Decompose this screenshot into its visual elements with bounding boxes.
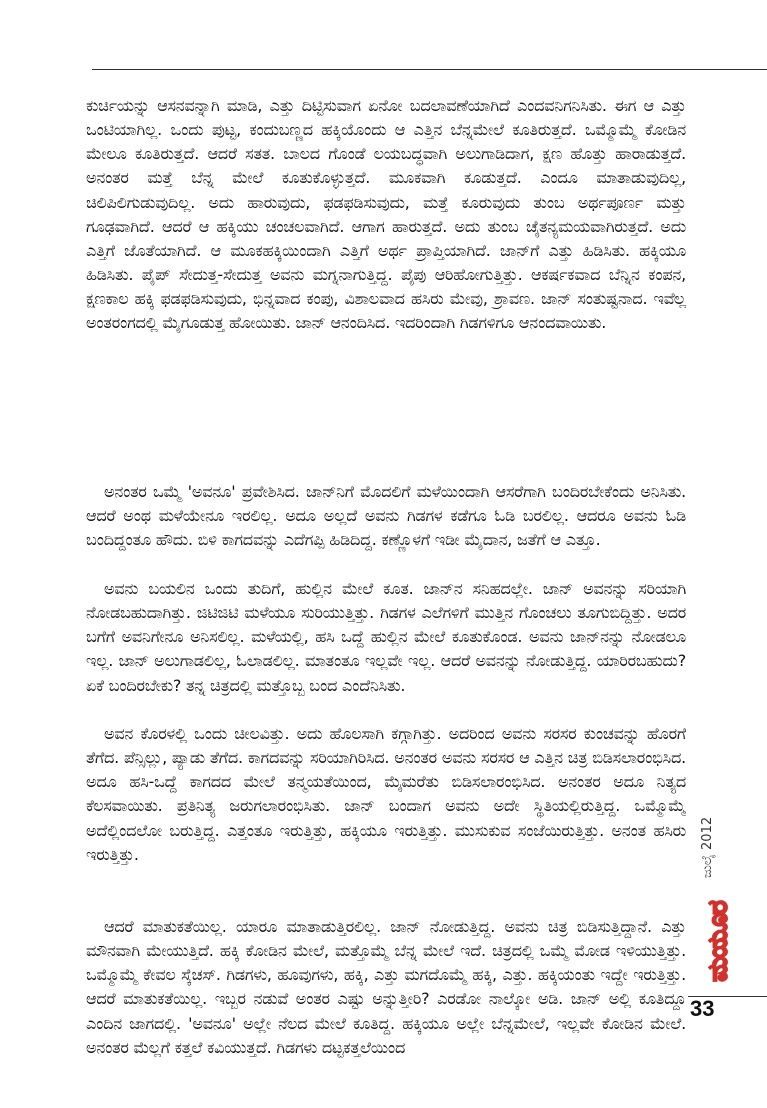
paragraph-5: ಆದರೆ ಮಾತುಕತೆಯಿಲ್ಲ. ಯಾರೂ ಮಾತಾಡುತ್ತಿರಲಿಲ್ಲ. ಜಾನ್ ನೋಡುತ್ತಿದ್ದ. ಅವನು ಚಿತ್ರ ಬಿಡಿಸುತ್ತಿದ್ದಾನೆ. ಎತ್ತು ಮೌನವಾಗಿ ಮೇಯುತ್ತಿದೆ. ಹಕ್ಕಿ ಕೋಡಿನ ಮೇಲೆ, ಮತ್ತೊಮ್ಮೆ ಬೆನ್ನ ಮೇಲೆ ಇದೆ. ಚಿತ್ರದಲ್ಲಿ ಒಮ್ಮೆ ಮೋಡ ಇಳಿಯುತ್ತಿತ್ತು. ಒಮ್ಮೊಮ್ಮೆ ಕೇವಲ ಸ್ಕೆಚಸ್. ಗಿಡಗಳು, ಹೂವುಗಳು, ಹಕ್ಕಿ, ಎತ್ತು ಮಗದೊಮ್ಮೆ ಹಕ್ಕಿ, ಎತ್ತು. ಹಕ್ಕಿಯಂತು ಇದ್ದೇ ಇರುತ್ತಿತ್ತು. ಆದರೆ ಮಾತುಕತೆಯಿಲ್ಲ. ಇಬ್ಬರ ನಡುವೆ ಅಂತರ ಎಷ್ಟು ಅನ್ನುತ್ತೀರಿ? ಎರಡೋ ನಾಲ್ಕೋ ಅಡಿ. ಜಾನ್ ಅಲ್ಲಿ ಕೂತಿದ್ದೂ ಎಂದಿನ ಜಾಗದಲ್ಲಿ. 'ಅವನೂ' ಅಲ್ಲೇ ನೆಲದ ಮೇಲೆ ಕೂತಿದ್ದ. ಹಕ್ಕಿಯೂ ಅಲ್ಲೇ ಬೆನ್ನಮೇಲೆ, ಇಲ್ಲವೇ ಕೋಡಿನ ಮೇಲೆ. ಅನಂತರ ಮೆಲ್ಲಗೆ ಕತ್ತಲೆ ಕವಿಯುತ್ತದೆ. ಗಿಡಗಳು ದಟ್ಟಕತ್ತಲೆಯಿಂದ: [86, 917, 686, 1057]
paragraph-4: ಅವನ ಕೊರಳಲ್ಲಿ ಒಂದು ಚೀಲವಿತ್ತು. ಅದು ಹೊಲಸಾಗಿ ಕಗ್ಗಾಗಿತ್ತು. ಅದರಿಂದ ಅವನು ಸರಸರ ಕುಂಚವನ್ನು ಹೊರಗೆ ತೆಗೆದ. ಪೆನ್ಸಿಲ್ಲು, ಪ್ಯಾಡು ತೆಗೆದ. ಕಾಗದವನ್ನು ಸರಿಯಾಗಿರಿಸಿದ. ಅನಂತರ ಅವನು ಸರಸರ ಆ ಎತ್ತಿನ ಚಿತ್ರ ಬಿಡಿಸಲಾರಂಭಿಸಿದ. ಅದೂ ಹಸಿ-ಒದ್ದೆ ಕಾಗದದ ಮೇಲೆ ತನ್ಮಯತೆಯಿಂದ, ಮೈಮರೆತು ಬಿಡಿಸಲಾರಂಭಿಸಿದ. ಅನಂತರ ಅದೂ ನಿತ್ಯದ ಕೆಲಸವಾಯಿತು. ಪ್ರತಿನಿತ್ಯ ಜರುಗಲಾರಂಭಿಸಿತು. ಜಾನ್ ಬಂದಾಗ ಅವನು ಅದೇ ಸ್ಥಿತಿಯಲ್ಲಿರುತ್ತಿದ್ದ. ಒಮ್ಮೊಮ್ಮೆ ಅದೆಲ್ಲಿಂದಲೋ ಬರುತ್ತಿದ್ದ. ಎತ್ತಂತೂ ಇರುತ್ತಿತ್ತು, ಹಕ್ಕಿಯೂ ಇರುತ್ತಿತ್ತು. ಮುಸುಕುವ ಸಂಜೆಯಿರುತ್ತಿತ್ತು. ಅನಂತ ಹಸಿರು ಇರುತ್ತಿತ್ತು.: [86, 724, 686, 864]
issue-date: ಜುಲೈ 2012: [700, 816, 716, 878]
paragraph-2: ಅನಂತರ ಒಮ್ಮೆ 'ಅವನೂ' ಪ್ರವೇಶಿಸಿದ. ಜಾನ್‌ನಿಗೆ ಮೊದಲಿಗೆ ಮಳೆಯಿಂದಾಗಿ ಆಸರೆಗಾಗಿ ಬಂದಿರಬೇಕೆಂದು ಅನಿಸಿತು. ಆದರೆ ಅಂಥ ಮಳೆಯೇನೂ ಇರಲಿಲ್ಲ. ಅದೂ ಅಲ್ಲದೆ ಅವನು ಗಿಡಗಳ ಕಡೆಗೂ ಓಡಿ ಬರಲಿಲ್ಲ. ಆದರೂ ಅವನು ಓಡಿ ಬಂದಿದ್ದಂತೂ ಹೌದು. ಬಿಳಿ ಕಾಗದವನ್ನು ಎದೆಗಪ್ಪಿ ಹಿಡಿದಿದ್ದ. ಕಣ್ಣೊಳಗೆ ಇಡೀ ಮೈದಾನ, ಜತೆಗೆ ಆ ಎತ್ತೂ.: [86, 482, 686, 550]
article-body: [86, 94, 686, 1108]
magazine-logo: ಮಯೂರ: [703, 901, 734, 981]
top-rule: [92, 69, 767, 70]
paragraph-1: ಕುರ್ಚಿಯನ್ನು ಆಸನವನ್ನಾಗಿ ಮಾಡಿ, ಎತ್ತು ದಿಟ್ಟಿಸುವಾಗ ಏನೋ ಬದಲಾವಣೆಯಾಗಿದೆ ಎಂದವನಿಗನಿಸಿತು. ಈಗ ಆ ಎತ್ತು ಒಂಟಿಯಾಗಿಲ್ಲ. ಒಂದು ಪುಟ್ಟ, ಕಂದುಬಣ್ಣದ ಹಕ್ಕಿಯೊಂದು ಆ ಎತ್ತಿನ ಬೆನ್ನಮೇಲೆ ಕೂತಿರುತ್ತದೆ. ಒಮ್ಮೊಮ್ಮೆ ಕೋಡಿನ ಮೇಲೂ ಕೂತಿರುತ್ತದೆ. ಆದರೆ ಸತತ. ಬಾಲದ ಗೊಂಡೆ ಲಯಬದ್ಧವಾಗಿ ಅಲುಗಾಡಿದಾಗ, ಕ್ಷಣ ಹೊತ್ತು ಹಾರಾಡುತ್ತದೆ. ಅನಂತರ ಮತ್ತೆ ಬೆನ್ನ ಮೇಲೆ ಕೂತುಕೊಳ್ಳುತ್ತದೆ. ಮೂಕವಾಗಿ ಕೂಡುತ್ತದೆ. ಎಂದೂ ಮಾತಾಡುವುದಿಲ್ಲ, ಚಿಲಿಪಿಲಿಗುಡುವುದಿಲ್ಲ. ಅದು ಹಾರುವುದು, ಫಡಫಡಿಸುವುದು, ಮತ್ತೆ ಕೂರುವುದು ತುಂಬ ಅರ್ಥಪೂರ್ಣ ಮತ್ತು ಗೂಢವಾಗಿದೆ. ಆದರೆ ಆ ಹಕ್ಕಿಯು ಚಂಚಲವಾಗಿದೆ. ಆಗಾಗ ಹಾರುತ್ತದೆ. ಅದು ತುಂಬ ಚೈತನ್ಯಮಯವಾಗಿರುತ್ತದೆ. ಅದು ಎತ್ತಿಗೆ ಜೊತೆಯಾಗಿದೆ. ಆ ಮೂಕಹಕ್ಕಿಯಿಂದಾಗಿ ಎತ್ತಿಗೆ ಅರ್ಥ ಪ್ರಾಪ್ತಿಯಾಗಿದೆ. ಜಾನ್‌ಗೆ ಎತ್ತು ಹಿಡಿಸಿತು. ಹಕ್ಕಿಯೂ ಹಿಡಿಸಿತು. ಪೈಪ್ ಸೇದುತ್ತ-ಸೇದುತ್ತ ಅವನು ಮಗ್ನನಾಗುತ್ತಿದ್ದ. ಪೈಪು ಆರಿಹೋಗುತ್ತಿತ್ತು. ಆಕರ್ಷಕವಾದ ಬೆನ್ನಿನ ಕಂಪನ, ಕ್ಷಣಕಾಲ ಹಕ್ಕಿ ಫಡಫಡಿಸುವುದು, ಭಿನ್ನವಾದ ಕಂಪು, ವಿಶಾಲವಾದ ಹಸಿರು ಮೇವು, ಶ್ರಾವಣ. ಜಾನ್ ಸಂತುಷ್ಟನಾದ. ಇವೆಲ್ಲ ಅಂತರಂಗದಲ್ಲಿ ಮೈಗೂಡುತ್ತ ಹೋಯಿತು. ಜಾನ್ ಆನಂದಿಸಿದ. ಇದರಿಂದಾಗಿ ಗಿಡಗಳಿಗೂ ಆನಂದವಾಯಿತು.: [86, 96, 686, 333]
paragraph-3: ಅವನು ಬಯಲಿನ ಒಂದು ತುದಿಗೆ, ಹುಲ್ಲಿನ ಮೇಲೆ ಕೂತ. ಜಾನ್‌ನ ಸನಿಹದಲ್ಲೇ. ಜಾನ್ ಅವನನ್ನು ಸರಿಯಾಗಿ ನೋಡಬಹುದಾಗಿತ್ತು. ಜಿಟಿಜಿಟಿ ಮಳೆಯೂ ಸುರಿಯುತ್ತಿತ್ತು. ಗಿಡಗಳ ಎಲೆಗಳಿಗೆ ಮುತ್ತಿನ ಗೊಂಚಲು ತೂಗುಬಿದ್ದಿತ್ತು. ಅದರ ಬಗೆಗೆ ಅವನಿಗೇನೂ ಅನಿಸಲಿಲ್ಲ. ಮಳೆಯಲ್ಲಿ, ಹಸಿ ಒದ್ದೆ ಹುಲ್ಲಿನ ಮೇಲೆ ಕೂತುಕೊಂಡ. ಅವನು ಜಾನ್‌ನನ್ನು ನೋಡಲೂ ಇಲ್ಲ. ಜಾನ್ ಅಲುಗಾಡಲಿಲ್ಲ, ಓಲಾಡಲಿಲ್ಲ. ಮಾತಂತೂ ಇಲ್ಲವೇ ಇಲ್ಲ. ಆದರೆ ಅವನನ್ನು ನೋಡುತ್ತಿದ್ದ. ಯಾರಿರಬಹುದು? ಏಕೆ ಬಂದಿರಬೇಕು? ತನ್ನ ಚಿತ್ರದಲ್ಲಿ ಮತ್ತೊಬ್ಬ ಬಂದ ಎಂದೆನಿಸಿತು.: [86, 579, 686, 695]
page-number: 33: [690, 996, 715, 1021]
page-sidebar: [688, 800, 767, 1093]
